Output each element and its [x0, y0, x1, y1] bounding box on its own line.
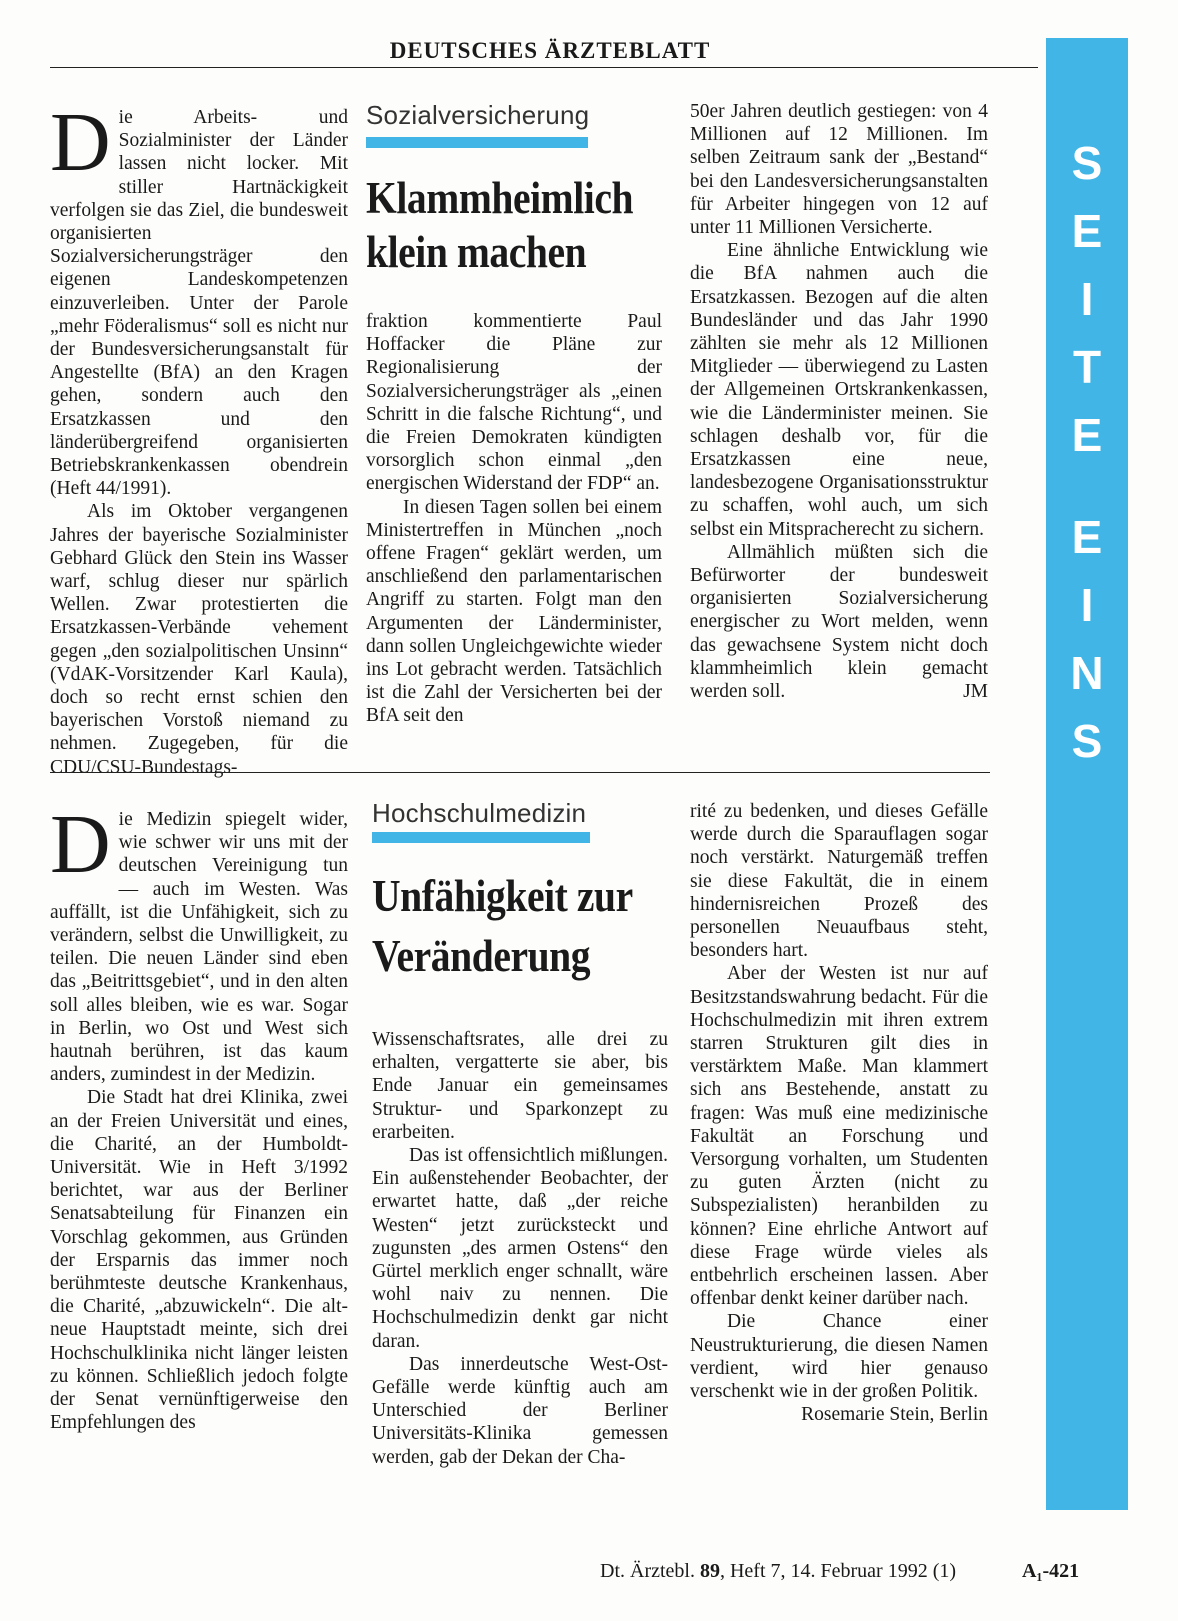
footer-citation — [600, 1560, 956, 1583]
article2-paragraph: rité zu bedenken, und dieses Gefälle werde durch die Sparauflagen sogar noch verstärkt. Naturgemäß treffen sie diese Fakultät, die in einem hindernisreichen Prozeß des personellen Neuaufbaus steht, besonders hart. — [690, 801, 988, 962]
footer-issue: , Heft 7, 14. Februar 1992 (1) — [719, 1560, 957, 1582]
masthead-rule — [50, 67, 1038, 68]
masthead: DEUTSCHES ÄRZTEBLATT — [389, 38, 711, 63]
article1-paragraph: Allmählich müßten sich die Befürworter der bundesweit organisierten Sozialversicherung energischer zu Wort melden, wenn das gewachsene System nicht doch klammheimlich klein gemacht werden soll. — [690, 541, 988, 703]
article2-headline-line1: Unfähigkeit zur — [372, 871, 633, 921]
article1-signoff: JM — [963, 681, 988, 703]
article1-headline-line1: Klammheimlich — [366, 173, 634, 223]
seite-eins-sidebar — [1046, 38, 1128, 1510]
article1-paragraph: 50er Jahren deutlich gestiegen: von 4 Millionen auf 12 Millionen. Im selben Zeitraum sank der „Bestand“ bei den Landesversicherungsanstalten für Arbeiter hingegen von 12 auf unter 11 Millionen Versicherte. — [690, 101, 988, 239]
article2-paragraph: Die Stadt hat drei Klinika, zwei an der Freien Universität und eines, die Charité, an der Humboldt-Universität. Wie in Heft 3/1992 berichtet, war aus der Berliner Senatsabteilung für Finanzen ein Vorschlag gekommen, aus Gründen der Ersparnis das immer noch berühmteste deutsche Krankenhaus, die Charité, „abzuwickeln“. Die alt-neue Hauptstadt meinte, sich drei Hochschulklinika nicht länger leisten zu können. Schließlich jedoch folgte der Senat vernünftigerweise den Empfehlungen des — [50, 1087, 348, 1434]
sidebar-letter: I — [1080, 579, 1094, 631]
article2-paragraph: Das ist offensichtlich mißlungen. Ein außenstehender Beobachter, der erwartet hatte, daß „der reiche Westen“ jetzt zurücksteckt und zugunsten „des armen Ostens“ den Gürtel merklich enger schnallt, wäre wohl naiv zu nennen. Die Hochschulmedizin denkt gar nicht daran. — [372, 1145, 668, 1352]
sidebar-letter: T — [1072, 341, 1102, 393]
sidebar-letter: S — [1071, 715, 1103, 767]
article2-column1 — [50, 798, 348, 1434]
article1-column3 — [690, 100, 988, 703]
sidebar-letter: N — [1070, 647, 1104, 699]
sidebar-letter: I — [1080, 273, 1094, 325]
article1-paragraph: Eine ähnliche Entwicklung wie die BfA nahmen auch die Ersatzkassen. Bezogen auf die alten Bundesländer und das Jahr 1990 zählten sie mehr als 12 Millionen Mitglieder — überwiegend zu Lasten der Allgemeinen Ortskrankenkassen, wie die Länderminister meinen. Sie schlagen deshalb vor, für die Ersatzkassen eine neue, landesbezogene Organisationsstruktur zu schaffen, wohl auch, um sich selbst ein Mitspracherecht zu sichern. — [690, 240, 988, 540]
article2-paragraph: Aber der Westen ist nur auf Besitzstandswahrung bedacht. Für die Hochschulmedizin mit ihren extrem starren Strukturen gilt dies in verstärktem Maße. Man klammert sich ans Bestehende, anstatt zu fragen: Was muß eine medizinische Fakultät an Forschung und Versorgung vorhalten, um Studenten zu guten Ärzten (nicht zu Subspezialisten) heranbilden zu können? Eine ehrliche Antwort auf diese Frage würde vieles als entbehrlich erscheinen lassen. Aber offenbar denkt keiner darüber nach. — [690, 963, 988, 1310]
article1-paragraph: In diesen Tagen sollen bei einem Ministertreffen in München „noch offene Fragen“ geklärt werden, um anschließend den parlamentarischen Angriff zu starten. Folgt man den Argumenten der Länderminister, dann sollen Ungleichgewichte wieder ins Lot gebracht werden. Tatsächlich ist die Zahl der Versicherten bei der BfA seit den — [366, 496, 662, 727]
article1-kicker-bar — [366, 137, 588, 148]
article1-column1 — [50, 96, 348, 779]
article-divider — [50, 772, 990, 773]
article2-headline-line2: Veränderung — [372, 931, 591, 981]
sidebar-letter: E — [1071, 205, 1103, 257]
article2-signoff: Rosemarie Stein, Berlin — [801, 1404, 988, 1426]
article2-kicker: Hochschulmedizin — [372, 798, 587, 828]
article1-paragraph: ie Arbeits- und Sozialminister der Länder lassen nicht locker. Mit stiller Hartnäckigkeit verfolgen sie das Ziel, die bundesweit organisierten Sozialversicherungsträger den eigenen Landeskompetenzen einzuverleiben. Unter der Parole „mehr Föderalismus“ soll es nicht nur der Bundesversicherungsanstalt für Angestellte (BfA) an den Kragen gehen, sondern auch den Ersatzkassen und den länderübergreifend organisierten Betriebskrankenkassen obendrein (Heft 44/1991). — [50, 107, 348, 500]
article2-paragraph: Wissenschaftsrates, alle drei zu erhalten, vergatterte sie aber, bis Ende Januar ein gemeinsames Struktur- und Sparkonzept zu erarbeiten. — [372, 1029, 668, 1143]
article1-column2 — [366, 310, 662, 728]
article2-kicker-bar — [372, 832, 590, 843]
article1-headline-line2: klein machen — [366, 227, 587, 277]
article2-paragraph: ie Medizin spiegelt wider, wie schwer wir uns mit der deutschen Vereinigung tun — auch im Westen. Was auffällt, ist die Unfähigkeit, sich zu verändern, selbst die Unwilligkeit, zu teilen. Die neuen Länder sind eben das „Beitrittsgebiet“, und in den alten soll alles bleiben, wie es war. Sogar in Berlin, wo Ost und West sich hautnah berühren, ist das kaum anders, zumindest in der Medizin. — [50, 809, 348, 1086]
footer-volume: 89 — [699, 1560, 720, 1582]
article1-dropcap: D — [50, 96, 111, 189]
article1-paragraph: fraktion kommentierte Paul Hoffacker die Pläne zur Regionalisierung der Sozialversicherungsträger als „einen Schritt in die falsche Richtung“, und die Freien Demokraten kündigten vorsorglich schon einmal „den energischen Widerstand der FDP“ an. — [366, 311, 662, 495]
article2-column2 — [372, 1028, 668, 1469]
article2-paragraph: Das innerdeutsche West-Ost-Gefälle werde künftig auch am Unterschied der Berliner Universitäts-Klinika gemessen werden, gab der Dekan der Cha- — [372, 1353, 668, 1468]
footer-journal: Dt. Ärztebl. — [600, 1560, 695, 1582]
article2-dropcap: D — [50, 798, 111, 891]
sidebar-letter: E — [1071, 511, 1103, 563]
sidebar-letter: E — [1071, 409, 1103, 461]
article1-kicker: Sozialversicherung — [366, 100, 590, 130]
article2-column3 — [690, 800, 988, 1426]
page-number: A₁-421 — [1022, 1560, 1080, 1582]
sidebar-letter: S — [1071, 137, 1103, 189]
article1-paragraph: Als im Oktober vergangenen Jahres der bayerische Sozialminister Gebhard Glück den Stein ins Wasser warf, schlug dieser nur spärlich Wellen. Zwar protestierten die Ersatzkassen-Verbände vehement gegen „den sozialpolitischen Unsinn“ (VdAK-Vorsitzender Karl Kaula), doch so recht ernst schien den bayerischen Vorstoß niemand zu nehmen. Zugegeben, für die CDU/CSU-Bundestags- — [50, 501, 348, 778]
article2-paragraph: Die Chance einer Neustrukturierung, die diesen Namen verdient, wird hier genauso verschenkt wie in der großen Politik. — [690, 1311, 988, 1403]
